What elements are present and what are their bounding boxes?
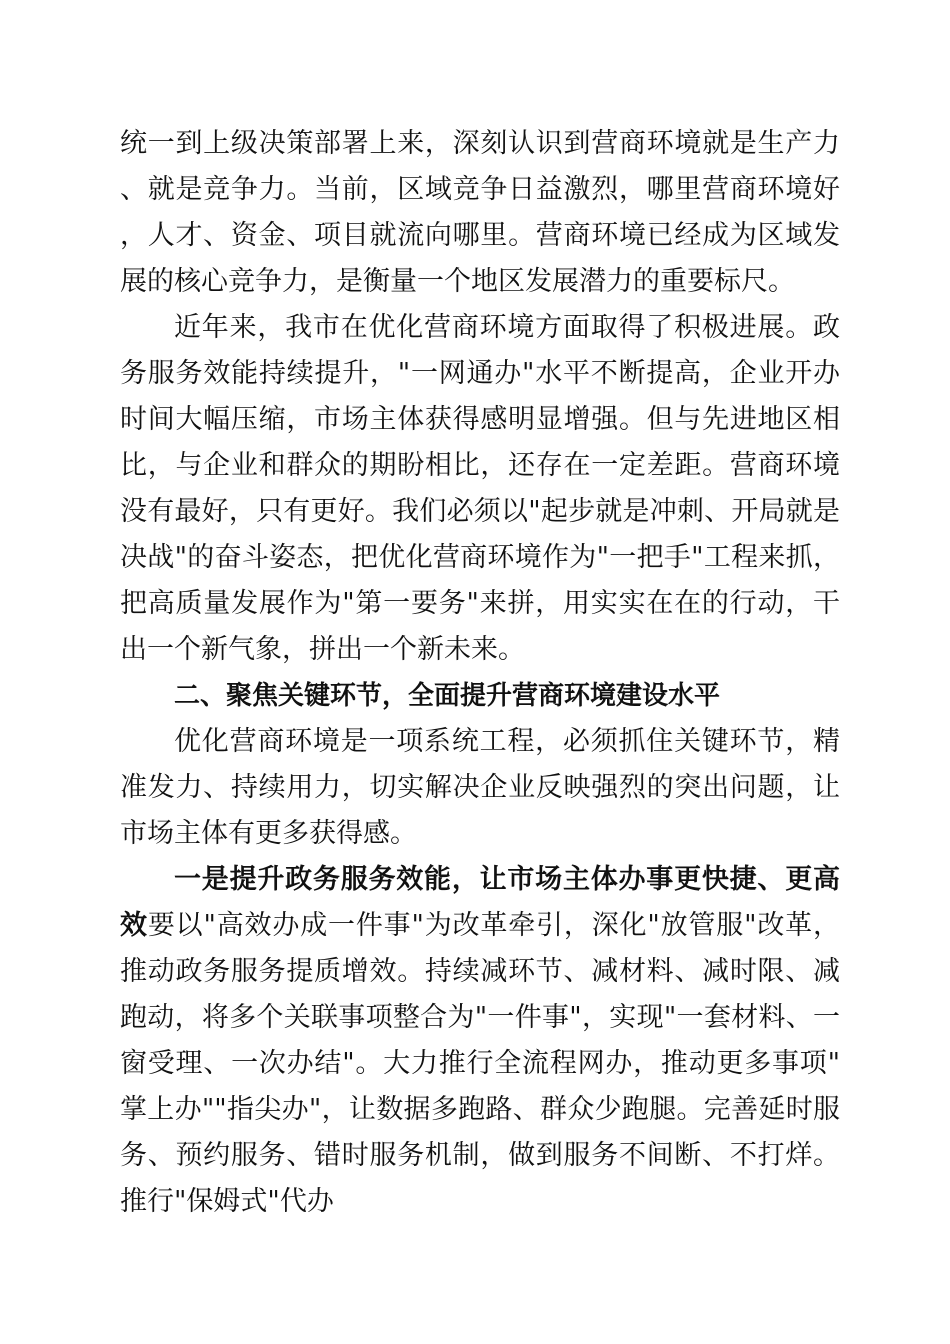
paragraph-point-one bbox=[120, 857, 840, 1225]
point-one-lead: 一是提升政务服务效能，让市场主体办事更快捷、更高效 bbox=[120, 864, 840, 941]
section-heading: 二、聚焦关键环节，全面提升营商环境建设水平 bbox=[174, 681, 721, 711]
point-one-text: 要以"高效办成一件事"为改革牵引，深化"放管服"改革，推动政务服务提质增效。持续减环节、减材料、减时限、减跑动，将多个关联事项整合为"一件事"，实现"一套材料、一窗受理、一次办结"。大力推行全流程网办，推动更多事项"掌上办""指尖办"，让数据多跑路、群众少跑腿。完善延时服务、预约服务、错时服务机制，做到服务不间断、不打烊。推行"保姆式"代办 bbox=[120, 910, 840, 1217]
paragraph-progress: 近年来，我市在优化营商环境方面取得了积极进展。政务服务效能持续提升，"一网通办"水平不断提高，企业开办时间大幅压缩，市场主体获得感明显增强。但与先进地区相比，与企业和群众的期盼相比，还存在一定差距。营商环境没有最好，只有更好。我们必须以"起步就是冲刺、开局就是决战"的奋斗姿态，把优化营商环境作为"一把手"工程来抓，把高质量发展作为"第一要务"来拼，用实实在在的行动，干出一个新气象，拼出一个新未来。 bbox=[120, 312, 840, 665]
paragraph-intro: 优化营商环境是一项系统工程，必须抓住关键环节，精准发力、持续用力，切实解决企业反映强烈的突出问题，让市场主体有更多获得感。 bbox=[120, 726, 840, 849]
paragraph-continuation: 统一到上级决策部署上来，深刻认识到营商环境就是生产力、就是竞争力。当前，区域竞争日益激烈，哪里营商环境好，人才、资金、项目就流向哪里。营商环境已经成为区域发展的核心竞争力，是衡量一个地区发展潜力的重要标尺。 bbox=[120, 128, 840, 297]
document-body bbox=[120, 121, 840, 1225]
